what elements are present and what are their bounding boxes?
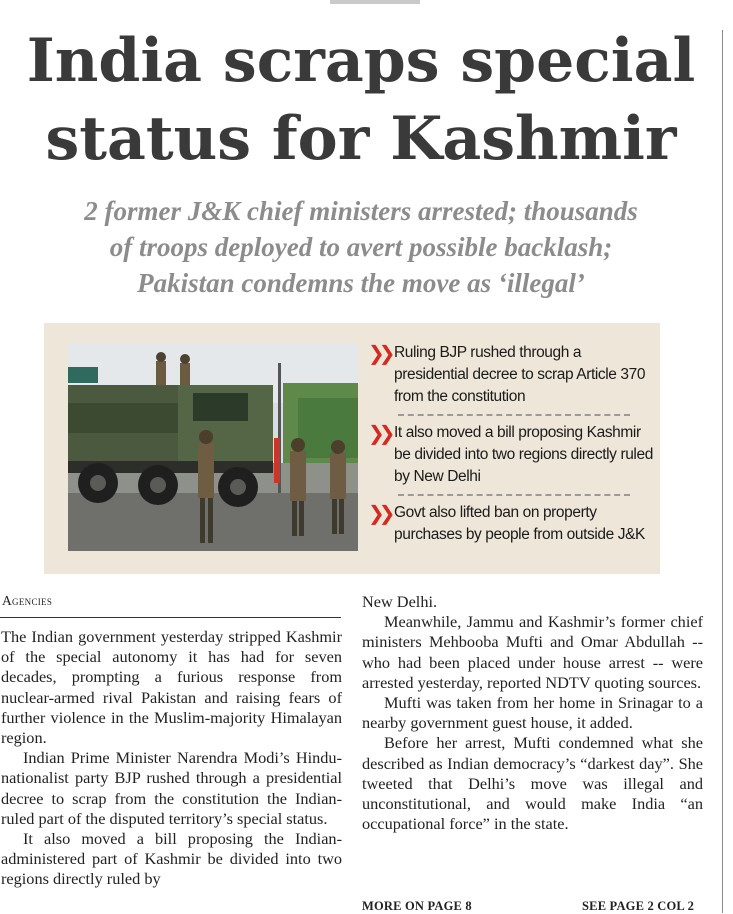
article-paragraph: New Delhi.	[362, 592, 438, 611]
subhead-line-3: Pakistan condemns the move as ‘illegal’	[137, 268, 585, 298]
highlights-list	[368, 342, 658, 546]
double-chevron-right-icon: ❯❯	[368, 343, 390, 365]
subheadline	[0, 193, 722, 301]
article-paragraph: Before her arrest, Mufti condemned what she described as Indian democracy’s “darkest day”. She tweeted that Delhi’s move was illegal and unconstitutional, and would make India “an occupational force” in the state.	[362, 733, 703, 834]
article-column-1	[1, 627, 342, 890]
article-paragraph: Meanwhile, Jammu and Kashmir’s former chief ministers Mehbooba Mufti and Omar Abdullah -- who had been placed under house arrest -- were arrested yesterday, reported NDTV quoting sources.	[362, 612, 703, 692]
dashed-divider	[398, 494, 630, 496]
headline-line-2: status for Kashmir	[45, 104, 677, 174]
highlight-text: Ruling BJP rushed through a presidential decree to scrap Article 370 from the constitution	[394, 344, 646, 405]
subhead-line-1: 2 former J&K chief ministers arrested; thousands	[84, 196, 638, 226]
article-paragraph: It also moved a bill proposing the Indian-administered part of Kashmir be divided into two regions directly ruled by	[1, 829, 342, 889]
masthead-stub	[330, 0, 420, 4]
headline	[0, 22, 722, 178]
soldiers-truck-photo	[68, 343, 358, 551]
continued-on-link[interactable]: MORE ON PAGE 8	[362, 899, 472, 913]
double-chevron-right-icon: ❯❯	[368, 503, 390, 525]
news-photo	[68, 343, 358, 551]
subhead-line-2: of troops deployed to avert possible backlash;	[109, 232, 613, 262]
highlight-text: It also moved a bill proposing Kashmir be divided into two regions directly ruled by New Delhi	[394, 424, 653, 485]
highlight-text: Govt also lifted ban on property purchases by people from outside J&K	[394, 504, 645, 543]
see-page-link[interactable]: SEE PAGE 2 COL 2	[582, 899, 695, 913]
headline-line-1: India scraps special	[26, 26, 696, 96]
article-paragraph: Indian Prime Minister Narendra Modi’s Hindu-nationalist party BJP rushed through a presidential decree to scrap from the constitution the Indian-ruled part of the disputed territory’s special status.	[1, 748, 342, 828]
article-column-2	[362, 592, 703, 834]
double-chevron-right-icon: ❯❯	[368, 423, 390, 445]
highlights-box	[44, 323, 660, 574]
article-paragraph: The Indian government yesterday stripped Kashmir of the special autonomy it has had for seven decades, prompting a furious response from nuclear-armed rival Pakistan and raising fears of further violence in the Muslim-majority Himalayan region.	[1, 627, 342, 748]
highlight-item	[368, 502, 658, 546]
article-paragraph: Mufti was taken from her home in Srinagar to a nearby government guest house, it added.	[362, 693, 703, 733]
byline-rule	[0, 617, 341, 618]
dashed-divider	[398, 414, 630, 416]
byline: Agencies	[2, 593, 53, 608]
highlight-item	[368, 342, 658, 408]
highlight-item	[368, 422, 658, 488]
column-rule	[722, 30, 723, 913]
